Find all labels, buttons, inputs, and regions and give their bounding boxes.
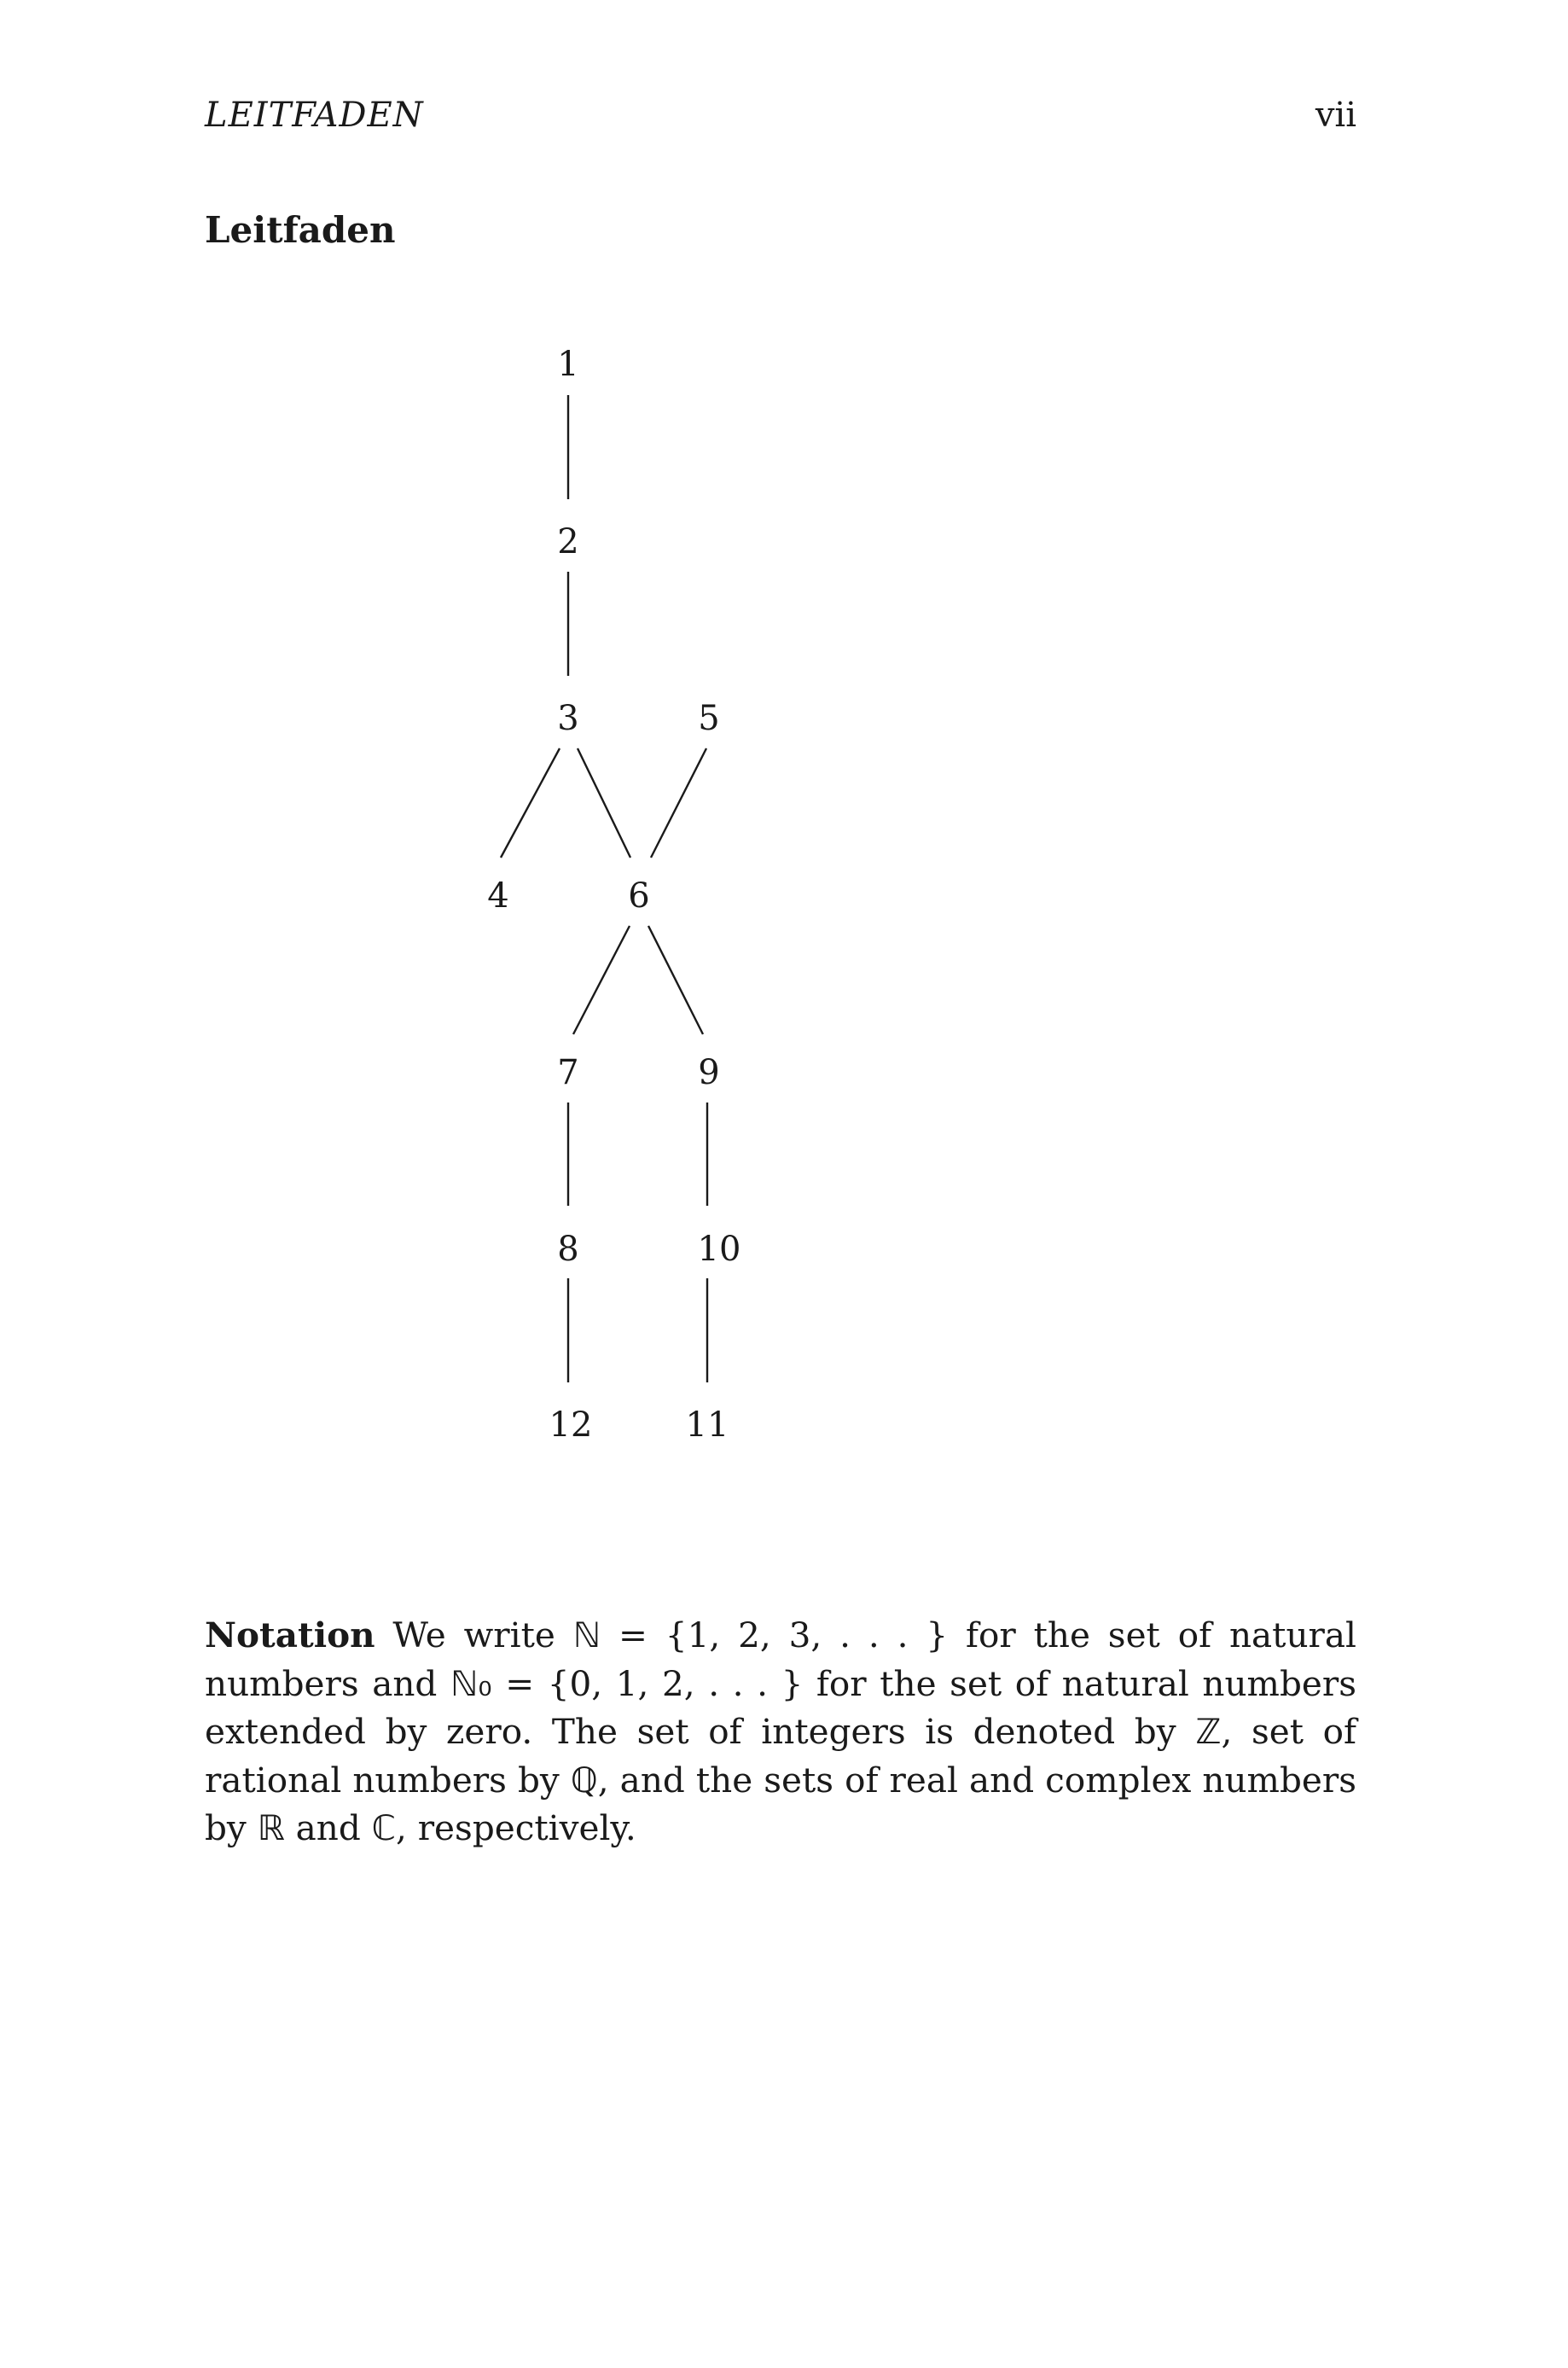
edge-6-7 [573, 926, 630, 1034]
edge-3-6 [578, 748, 630, 858]
notation-text: , and the sets of real and complex numbers by [205, 1759, 1356, 1848]
notation-text: , respectively. [395, 1807, 636, 1848]
edge-3-4 [501, 748, 560, 858]
notation-lead: Notation [205, 1615, 375, 1655]
notation-paragraph [205, 1611, 1356, 1853]
natural-numbers-symbol: ℕ [572, 1615, 601, 1655]
edge-5-6 [651, 748, 706, 858]
notation-text: , set of rational numbers by [205, 1711, 1356, 1801]
notation-text: = {0, 1, 2, . . . } for the set of natural numbers extended by zero. The set of integers is denoted by [205, 1662, 1356, 1752]
node-9: 9 [698, 1053, 720, 1092]
running-title: LEITFADEN [205, 96, 424, 135]
node-6: 6 [628, 876, 650, 916]
integers-symbol: ℤ [1195, 1711, 1222, 1752]
node-11: 11 [685, 1405, 729, 1445]
notation-text: We write [375, 1615, 573, 1655]
natural-numbers-zero-symbol: ℕ₀ [450, 1662, 492, 1704]
node-3: 3 [557, 699, 579, 738]
node-10: 10 [697, 1230, 741, 1269]
node-1: 1 [557, 345, 579, 384]
node-8: 8 [557, 1230, 579, 1269]
page-number: vii [1315, 96, 1356, 135]
node-12: 12 [549, 1405, 593, 1445]
complex-symbol: ℂ [371, 1807, 396, 1848]
rationals-symbol: ℚ [570, 1759, 598, 1801]
reals-symbol: ℝ [257, 1807, 285, 1848]
section-title: Leitfaden [205, 209, 396, 251]
node-7: 7 [557, 1053, 579, 1092]
node-2: 2 [557, 522, 579, 561]
notation-text: and [284, 1807, 372, 1848]
notation-text: = {1, 2, 3, . . . } for the set of natural numbers and [205, 1615, 1356, 1704]
node-4: 4 [487, 876, 509, 916]
edge-6-9 [648, 926, 703, 1034]
node-5: 5 [698, 699, 720, 738]
